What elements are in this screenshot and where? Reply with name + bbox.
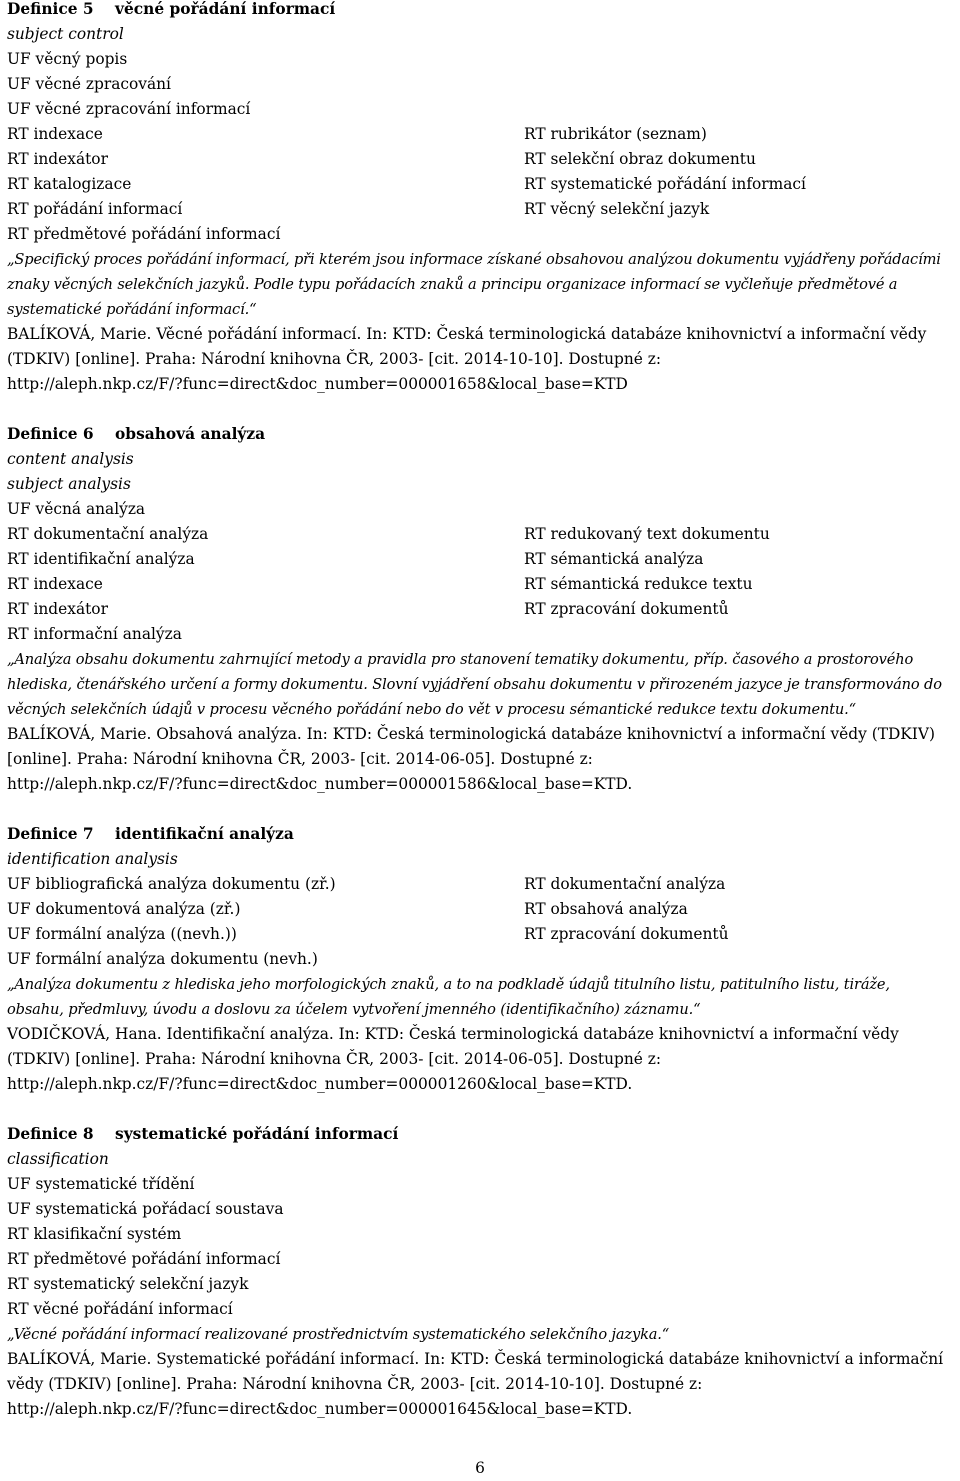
definition-text: „Analýza obsahu dokumentu zahrnující metody a pravidla pro stanovení tematiky dokumentu, příp. časového a prostorového xyxy=(7,651,914,668)
citation: (TDKIV) [online]. Praha: Národní knihovna ČR, 2003- [cit. 2014-06-05]. Dostupné z: xyxy=(7,1050,662,1068)
rt-row: UF bibliografická analýza dokumentu (zř.) RT dokumentační analýza xyxy=(7,875,726,893)
definition-5 xyxy=(7,0,957,397)
definition-text: znaky věcných selekčních jazyků. Podle typu pořádacích znaků a principu organizace informací se vyčleňuje předmětové a xyxy=(7,276,898,293)
rt-term: RT předmětové pořádání informací xyxy=(7,1250,281,1268)
rt-row: RT indexátor RT zpracování dokumentů xyxy=(7,600,729,618)
definition-8 xyxy=(7,1122,957,1422)
citation-url: http://aleph.nkp.cz/F/?func=direct&doc_number=000001586&local_base=KTD. xyxy=(7,775,633,793)
rt-row: RT indexace RT rubrikátor (seznam) xyxy=(7,125,707,143)
english-term: subject analysis xyxy=(7,475,131,493)
rt-term: RT systematický selekční jazyk xyxy=(7,1275,249,1293)
rt-row: UF dokumentová analýza (zř.) RT obsahová analýza xyxy=(7,900,688,918)
citation: BALÍKOVÁ, Marie. Systematické pořádání informací. In: KTD: Česká terminologická databáze knihovnictví a informační xyxy=(7,1350,944,1368)
citation: (TDKIV) [online]. Praha: Národní knihovna ČR, 2003- [cit. 2014-10-10]. Dostupné z: xyxy=(7,350,662,368)
rt-row: RT předmětové pořádání informací xyxy=(7,225,281,243)
rt-row: RT dokumentační analýza RT redukovaný text dokumentu xyxy=(7,525,770,543)
uf-term: UF systematické třídění xyxy=(7,1175,195,1193)
uf-term: UF systematická pořádací soustava xyxy=(7,1200,284,1218)
rt-row: UF formální analýza dokumentu (nevh.) xyxy=(7,950,318,968)
rt-term: RT věcné pořádání informací xyxy=(7,1300,233,1318)
english-term: classification xyxy=(7,1150,109,1168)
rt-row: RT informační analýza xyxy=(7,625,182,643)
english-term: subject control xyxy=(7,25,124,43)
definition-heading: Definice 7 identifikační analýza xyxy=(7,825,294,843)
page-number: 6 xyxy=(475,1459,485,1477)
citation: vědy (TDKIV) [online]. Praha: Národní knihovna ČR, 2003- [cit. 2014-10-10]. Dostupné z: xyxy=(7,1375,703,1393)
definition-heading: Definice 5 věcné pořádání informací xyxy=(7,0,336,18)
citation: BALÍKOVÁ, Marie. Obsahová analýza. In: KTD: Česká terminologická databáze knihovnictví a informační vědy (TDKIV) xyxy=(7,725,936,743)
rt-term: RT klasifikační systém xyxy=(7,1225,182,1243)
definition-text: systematické pořádání informací.“ xyxy=(7,301,257,318)
document-page xyxy=(7,0,957,1422)
rt-row: RT indexátor RT selekční obraz dokumentu xyxy=(7,150,756,168)
definition-7 xyxy=(7,822,957,1097)
rt-row: UF formální analýza ((nevh.)) RT zpracování dokumentů xyxy=(7,925,729,943)
rt-row: RT katalogizace RT systematické pořádání informací xyxy=(7,175,806,193)
definition-text: „Specifický proces pořádání informací, při kterém jsou informace získané obsahovou analýzou dokumentu vyjádřeny pořádacími xyxy=(7,251,941,268)
definition-text: obsahu, předmluvy, úvodu a doslovu za účelem vytvoření jmenného (identifikačního) záznamu.“ xyxy=(7,1001,701,1018)
definition-text: „Analýza dokumentu z hlediska jeho morfologických znaků, a to na podkladě údajů titulního listu, patitulního listu, tiráže, xyxy=(7,976,890,993)
rt-row: RT indexace RT sémantická redukce textu xyxy=(7,575,753,593)
rt-row: RT pořádání informací RT věcný selekční jazyk xyxy=(7,200,710,218)
english-term: identification analysis xyxy=(7,850,178,868)
english-term: content analysis xyxy=(7,450,134,468)
uf-term: UF věcná analýza xyxy=(7,500,146,518)
citation-url: http://aleph.nkp.cz/F/?func=direct&doc_number=000001260&local_base=KTD. xyxy=(7,1075,633,1093)
definition-heading: Definice 6 obsahová analýza xyxy=(7,425,266,443)
uf-term: UF věcné zpracování xyxy=(7,75,171,93)
citation-url: http://aleph.nkp.cz/F/?func=direct&doc_number=000001658&local_base=KTD xyxy=(7,375,628,393)
citation-url: http://aleph.nkp.cz/F/?func=direct&doc_number=000001645&local_base=KTD. xyxy=(7,1400,633,1418)
definition-text: hlediska, čtenářského určení a formy dokumentu. Slovní vyjádření obsahu dokumentu v přirozeném jazyce je transformováno do xyxy=(7,676,942,693)
definition-text: věcných selekčních údajů v procesu věcného pořádání nebo do vět v procesu sémantické redukce textu dokumentu.“ xyxy=(7,701,856,718)
definition-heading: Definice 8 systematické pořádání informací xyxy=(7,1125,399,1143)
citation: VODIČKOVÁ, Hana. Identifikační analýza. In: KTD: Česká terminologická databáze knihovnictví a informační vědy xyxy=(7,1025,899,1043)
citation: BALÍKOVÁ, Marie. Věcné pořádání informací. In: KTD: Česká terminologická databáze knihovnictví a informační vědy xyxy=(7,325,927,343)
uf-term: UF věcné zpracování informací xyxy=(7,100,251,118)
citation: [online]. Praha: Národní knihovna ČR, 2003- [cit. 2014-06-05]. Dostupné z: xyxy=(7,750,593,768)
definition-6 xyxy=(7,422,957,797)
definition-text: „Věcné pořádání informací realizované prostřednictvím systematického selekčního jazyka.“ xyxy=(7,1326,670,1343)
rt-row: RT identifikační analýza RT sémantická analýza xyxy=(7,550,704,568)
uf-term: UF věcný popis xyxy=(7,50,128,68)
